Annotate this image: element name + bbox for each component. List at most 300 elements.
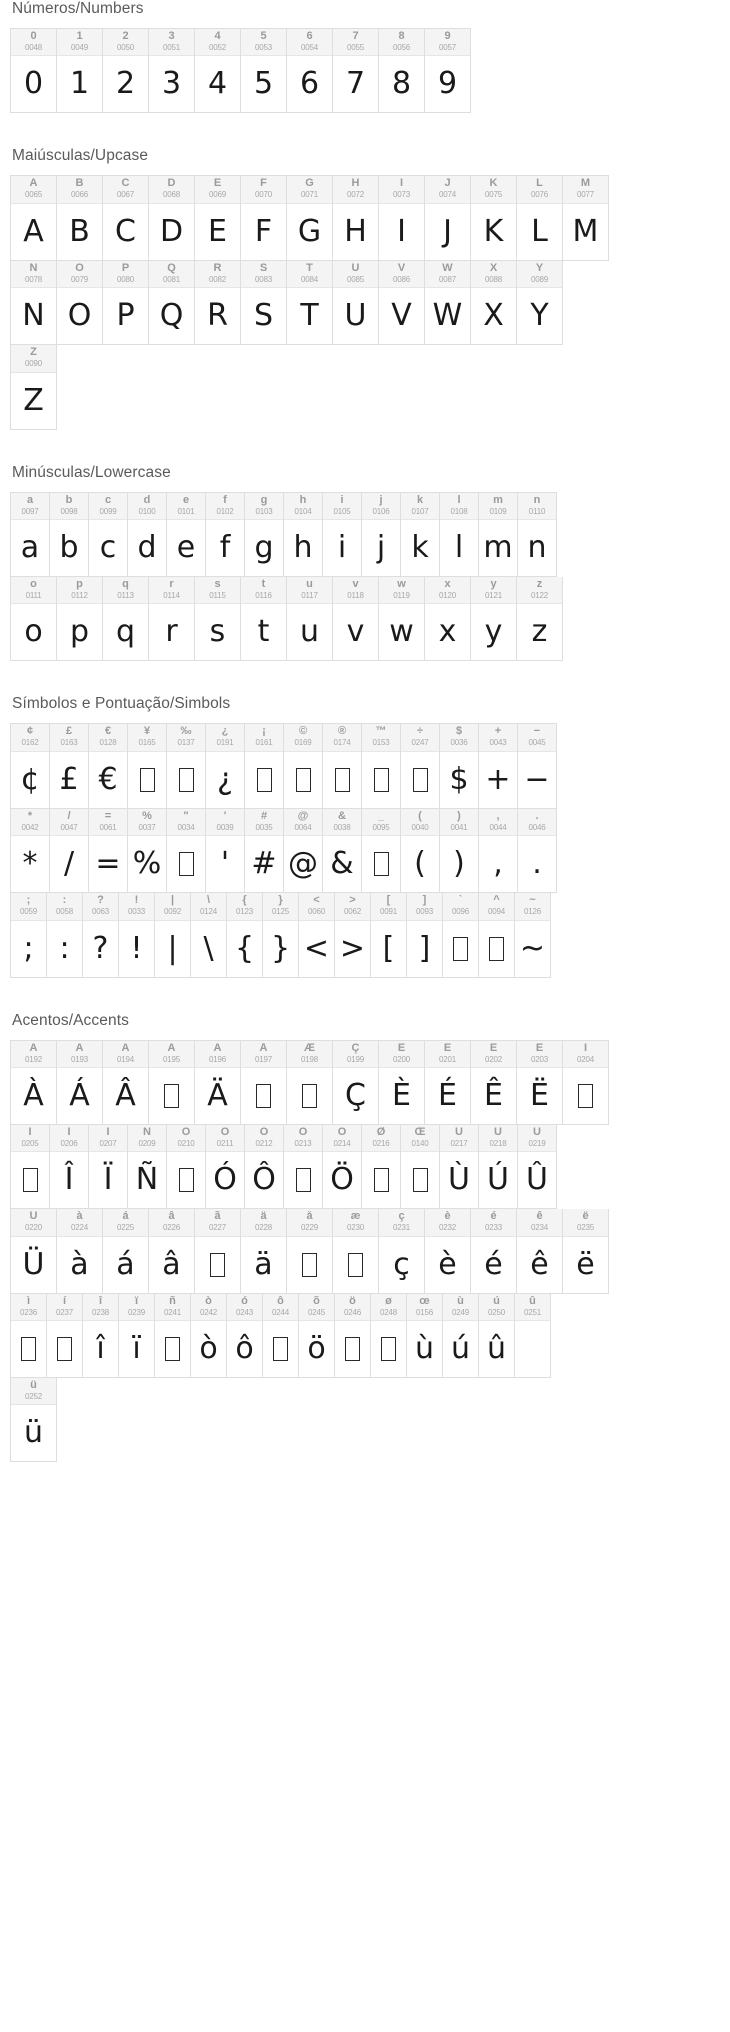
- glyph-cell[interactable]: [518, 724, 557, 808]
- glyph-code-label: 0192: [25, 1054, 42, 1064]
- missing-glyph-icon: [489, 937, 504, 961]
- glyph-cell[interactable]: [563, 176, 609, 260]
- glyph-cell[interactable]: [47, 893, 83, 976]
- glyph-preview: \: [203, 930, 214, 966]
- glyph-preview: r: [165, 614, 178, 650]
- glyph-cell-header: [57, 1209, 102, 1236]
- glyph-preview: ç: [393, 1246, 410, 1282]
- glyph-cell[interactable]: [89, 1125, 128, 1209]
- glyph-preview: :: [59, 930, 70, 966]
- glyph-preview: G: [297, 213, 322, 249]
- glyph-preview: ä: [254, 1246, 273, 1282]
- glyph-cell[interactable]: [401, 809, 440, 893]
- glyph-cell[interactable]: [443, 1294, 479, 1378]
- glyph-code-label: 0234: [531, 1223, 548, 1233]
- glyph-code-label: 0056: [393, 43, 410, 52]
- glyph-cell[interactable]: [11, 1378, 57, 1461]
- glyph-section: [10, 695, 720, 977]
- glyph-cell[interactable]: [401, 493, 440, 577]
- glyph-cell[interactable]: [241, 1041, 287, 1125]
- glyph-cell[interactable]: [323, 1125, 362, 1209]
- glyph-cell[interactable]: [425, 261, 471, 345]
- glyph-cell[interactable]: [167, 493, 206, 577]
- glyph-cell[interactable]: [241, 1209, 287, 1293]
- glyph-cell[interactable]: [401, 724, 440, 808]
- glyph-cell[interactable]: [149, 1041, 195, 1125]
- glyph-cell-header: [371, 1294, 406, 1321]
- glyph-cell[interactable]: [11, 1294, 47, 1378]
- glyph-cell[interactable]: [11, 1041, 57, 1125]
- glyph-cell[interactable]: [227, 1294, 263, 1378]
- glyph-code-label: 0241: [164, 1307, 181, 1317]
- missing-glyph-icon: [345, 1337, 360, 1361]
- glyph-character-label: l: [457, 494, 461, 506]
- glyph-cell[interactable]: [11, 893, 47, 976]
- glyph-cell[interactable]: [119, 1294, 155, 1378]
- glyph-cell[interactable]: [284, 493, 323, 577]
- glyph-cell[interactable]: [287, 577, 333, 660]
- glyph-code-label: 0066: [71, 190, 88, 200]
- glyph-code-label: 0041: [450, 822, 468, 832]
- glyph-cell[interactable]: [245, 724, 284, 808]
- glyph-cell[interactable]: [241, 261, 287, 345]
- glyph-cell[interactable]: [333, 1041, 379, 1125]
- glyph-cell-header: [379, 176, 424, 203]
- glyph-preview: Â: [115, 1077, 136, 1113]
- glyph-cell[interactable]: [362, 1125, 401, 1209]
- glyph-preview: p: [69, 614, 90, 650]
- glyph-code-label: 0250: [488, 1307, 505, 1317]
- missing-glyph-icon: [165, 1337, 180, 1361]
- glyph-cell[interactable]: [425, 29, 471, 112]
- glyph-code-label: 0091: [380, 907, 397, 917]
- glyph-code-label: 0237: [56, 1307, 73, 1317]
- glyph-cell[interactable]: [333, 176, 379, 260]
- glyph-character-label: 4: [214, 31, 221, 42]
- glyph-character-label: U: [351, 262, 360, 274]
- glyph-cell[interactable]: [128, 724, 167, 808]
- glyph-code-label: 0058: [56, 907, 73, 917]
- glyph-code-label: 0098: [60, 506, 78, 516]
- glyph-preview: E: [208, 213, 227, 249]
- glyph-cell[interactable]: [323, 493, 362, 577]
- glyph-cell[interactable]: [425, 1209, 471, 1293]
- glyph-cell[interactable]: [407, 1294, 443, 1378]
- glyph-cell[interactable]: [471, 1209, 517, 1293]
- glyph-character-label: ù: [457, 1295, 464, 1307]
- glyph-code-label: 0238: [92, 1307, 109, 1317]
- glyph-cell[interactable]: [299, 1294, 335, 1378]
- glyph-cell[interactable]: [57, 1209, 103, 1293]
- glyph-cell[interactable]: [195, 176, 241, 260]
- glyph-character-label: F: [260, 178, 267, 190]
- glyph-cell[interactable]: [517, 1041, 563, 1125]
- glyph-cell[interactable]: [11, 577, 57, 660]
- glyph-cell[interactable]: [263, 1294, 299, 1378]
- glyph-cell-header: [83, 1294, 118, 1321]
- glyph-cell[interactable]: [103, 261, 149, 345]
- glyph-preview: =: [95, 846, 121, 882]
- glyph-code-label: 0095: [372, 822, 390, 832]
- glyph-cell[interactable]: [11, 176, 57, 260]
- glyph-cell[interactable]: [206, 809, 245, 893]
- glyph-character-label: :: [62, 895, 67, 907]
- glyph-cell[interactable]: [287, 29, 333, 112]
- glyph-code-label: 0076: [531, 190, 548, 200]
- glyph-cell-header: [57, 176, 102, 203]
- glyph-preview: ': [220, 846, 230, 882]
- glyph-cell[interactable]: [362, 493, 401, 577]
- glyph-preview: x: [438, 614, 457, 650]
- glyph-character-label: Ù: [455, 1126, 463, 1138]
- glyph-preview: à: [70, 1246, 89, 1282]
- glyph-cell[interactable]: [479, 1125, 518, 1209]
- glyph-cell[interactable]: [443, 893, 479, 976]
- glyph-cell[interactable]: [11, 493, 50, 577]
- glyph-cell[interactable]: [11, 29, 57, 112]
- glyph-code-label: 0044: [489, 822, 507, 832]
- glyph-preview: q: [115, 614, 136, 650]
- glyph-code-label: 0226: [163, 1223, 180, 1233]
- glyph-character-label: {: [242, 895, 247, 907]
- glyph-preview: €: [98, 761, 118, 797]
- glyph-character-label: è: [444, 1211, 451, 1223]
- glyph-cell[interactable]: [362, 724, 401, 808]
- glyph-cell[interactable]: [479, 893, 515, 976]
- glyph-cell[interactable]: [149, 29, 195, 112]
- glyph-cell[interactable]: [401, 1125, 440, 1209]
- glyph-cell[interactable]: [195, 1041, 241, 1125]
- glyph-cell[interactable]: [245, 493, 284, 577]
- section-title: Maiúsculas/Upcase: [12, 147, 149, 165]
- glyph-cell[interactable]: [149, 577, 195, 660]
- glyph-cell[interactable]: [479, 809, 518, 893]
- glyph-cell[interactable]: [362, 809, 401, 893]
- glyph-cell[interactable]: [103, 1041, 149, 1125]
- glyph-cell-header: [440, 809, 478, 836]
- glyph-cell[interactable]: [379, 29, 425, 112]
- glyph-cell[interactable]: [11, 1209, 57, 1293]
- glyph-cell[interactable]: [335, 1294, 371, 1378]
- glyph-grid: [10, 1040, 720, 1463]
- glyph-row: [10, 261, 563, 345]
- glyph-character-label: ò: [205, 1295, 212, 1307]
- glyph-cell[interactable]: [103, 1209, 149, 1293]
- glyph-cell-header: [471, 261, 516, 288]
- glyph-cell[interactable]: [167, 1125, 206, 1209]
- glyph-cell[interactable]: [518, 809, 557, 893]
- glyph-code-label: 0220: [25, 1223, 42, 1233]
- glyph-cell[interactable]: [379, 1209, 425, 1293]
- glyph-cell-header: [333, 261, 378, 288]
- glyph-cell-header: [227, 1294, 262, 1321]
- glyph-cell-header: [287, 261, 332, 288]
- glyph-preview: â: [162, 1246, 181, 1282]
- glyph-preview: Ñ: [135, 1162, 159, 1198]
- glyph-cell[interactable]: [333, 1209, 379, 1293]
- glyph-cell[interactable]: [518, 1125, 557, 1209]
- glyph-character-label: (: [418, 810, 422, 822]
- glyph-cell[interactable]: [89, 493, 128, 577]
- glyph-code-label: 0123: [236, 907, 253, 917]
- glyph-cell[interactable]: [89, 809, 128, 893]
- glyph-cell[interactable]: [379, 577, 425, 660]
- glyph-cell[interactable]: [517, 577, 563, 660]
- glyph-cell-header: [287, 577, 332, 604]
- glyph-cell[interactable]: [206, 724, 245, 808]
- glyph-cell[interactable]: [471, 176, 517, 260]
- glyph-cell[interactable]: [83, 893, 119, 976]
- glyph-cell[interactable]: [287, 261, 333, 345]
- glyph-character-label: í: [62, 1295, 67, 1307]
- glyph-cell[interactable]: [479, 724, 518, 808]
- glyph-cell[interactable]: [11, 1125, 50, 1209]
- glyph-cell[interactable]: [515, 1294, 551, 1378]
- glyph-cell[interactable]: [103, 577, 149, 660]
- glyph-code-label: 0078: [25, 274, 42, 284]
- glyph-cell[interactable]: [371, 1294, 407, 1378]
- glyph-cell[interactable]: [191, 893, 227, 976]
- glyph-character-label: g: [260, 494, 268, 506]
- glyph-cell-header: [149, 261, 194, 288]
- glyph-cell[interactable]: [323, 724, 362, 808]
- glyph-cell[interactable]: [195, 261, 241, 345]
- glyph-preview: $: [449, 761, 469, 797]
- glyph-cell[interactable]: [284, 809, 323, 893]
- glyph-cell[interactable]: [471, 1041, 517, 1125]
- glyph-code-label: 0162: [21, 738, 39, 748]
- glyph-character-label: h: [299, 494, 307, 506]
- glyph-preview: /: [63, 846, 75, 882]
- glyph-preview: l: [454, 529, 464, 565]
- glyph-cell[interactable]: [245, 809, 284, 893]
- glyph-row: [10, 1040, 609, 1125]
- glyph-cell[interactable]: [191, 1294, 227, 1378]
- glyph-character-label: 8: [398, 31, 405, 42]
- glyph-cell[interactable]: [241, 176, 287, 260]
- glyph-cell[interactable]: [263, 893, 299, 976]
- glyph-cell[interactable]: [50, 1125, 89, 1209]
- glyph-cell[interactable]: [227, 893, 263, 976]
- glyph-cell[interactable]: [299, 893, 335, 976]
- glyph-character-label: S: [259, 262, 268, 274]
- glyph-cell[interactable]: [323, 809, 362, 893]
- glyph-cell-header: [50, 724, 88, 751]
- glyph-cell[interactable]: [245, 1125, 284, 1209]
- glyph-cell-header: [401, 809, 439, 836]
- glyph-cell[interactable]: [440, 724, 479, 808]
- glyph-cell[interactable]: [241, 577, 287, 660]
- glyph-code-label: 0042: [21, 822, 39, 832]
- glyph-code-label: 0231: [393, 1223, 410, 1233]
- glyph-code-label: 0097: [21, 506, 39, 516]
- glyph-cell[interactable]: [50, 809, 89, 893]
- glyph-cell[interactable]: [206, 1125, 245, 1209]
- glyph-cell[interactable]: [83, 1294, 119, 1378]
- glyph-character-label: Ô: [259, 1126, 269, 1138]
- missing-glyph-icon: [296, 1168, 311, 1192]
- glyph-cell[interactable]: [517, 1209, 563, 1293]
- glyph-preview: Ü: [22, 1246, 45, 1282]
- glyph-cell[interactable]: [206, 493, 245, 577]
- glyph-preview: ö: [307, 1331, 326, 1367]
- glyph-cell-header: [57, 29, 102, 56]
- glyph-preview: [155, 1321, 190, 1377]
- glyph-cell[interactable]: [333, 261, 379, 345]
- glyph-character-label: Ø: [376, 1126, 386, 1138]
- glyph-cell[interactable]: [167, 809, 206, 893]
- glyph-code-label: 0199: [347, 1054, 364, 1064]
- glyph-cell[interactable]: [440, 809, 479, 893]
- glyph-cell[interactable]: [515, 893, 551, 976]
- glyph-code-label: 0232: [439, 1223, 456, 1233]
- glyph-cell-header: [241, 261, 286, 288]
- glyph-character-label: ™: [375, 726, 387, 738]
- glyph-cell[interactable]: [47, 1294, 83, 1378]
- glyph-cell[interactable]: [103, 176, 149, 260]
- glyph-cell[interactable]: [11, 261, 57, 345]
- glyph-cell[interactable]: [57, 577, 103, 660]
- glyph-character-label: 9: [444, 31, 451, 42]
- glyph-code-label: 0194: [117, 1054, 134, 1064]
- glyph-cell[interactable]: [379, 1041, 425, 1125]
- glyph-code-label: 0085: [347, 274, 364, 284]
- glyph-cell-header: [89, 809, 127, 836]
- glyph-cell[interactable]: [57, 176, 103, 260]
- glyph-cell-header: [425, 29, 470, 56]
- glyph-code-label: 0075: [485, 190, 502, 200]
- glyph-cell-header: [401, 724, 439, 751]
- glyph-cell[interactable]: [128, 1125, 167, 1209]
- glyph-cell[interactable]: [379, 176, 425, 260]
- glyph-cell-header: [119, 893, 154, 920]
- glyph-cell[interactable]: [195, 1209, 241, 1293]
- glyph-cell[interactable]: [518, 493, 557, 577]
- glyph-cell-header: [128, 724, 166, 751]
- glyph-character-label: ¿: [221, 726, 229, 738]
- glyph-cell[interactable]: [57, 261, 103, 345]
- glyph-character-label: $: [455, 726, 463, 738]
- glyph-cell[interactable]: [57, 29, 103, 112]
- glyph-preview: L: [531, 213, 548, 249]
- glyph-preview: t: [257, 614, 270, 650]
- glyph-cell[interactable]: [50, 724, 89, 808]
- glyph-cell[interactable]: [440, 493, 479, 577]
- glyph-cell[interactable]: [440, 1125, 479, 1209]
- glyph-cell[interactable]: [195, 29, 241, 112]
- glyph-preview: ?: [92, 930, 109, 966]
- glyph-preview: ï: [132, 1331, 141, 1367]
- glyph-cell-header: [479, 1294, 514, 1321]
- glyph-preview: Ó: [213, 1162, 237, 1198]
- glyph-code-label: 0122: [531, 590, 548, 600]
- glyph-cell[interactable]: [407, 893, 443, 976]
- glyph-cell[interactable]: [284, 1125, 323, 1209]
- glyph-preview: ~: [519, 930, 546, 966]
- glyph-cell-header: [11, 724, 49, 751]
- glyph-code-label: 0200: [393, 1054, 410, 1064]
- glyph-cell[interactable]: [425, 176, 471, 260]
- glyph-preview: V: [391, 298, 412, 334]
- glyph-cell-header: [479, 809, 517, 836]
- glyph-cell[interactable]: [471, 577, 517, 660]
- glyph-cell[interactable]: [425, 1041, 471, 1125]
- glyph-row: [10, 1209, 609, 1293]
- glyph-cell[interactable]: [11, 724, 50, 808]
- glyph-character-label: ¢: [26, 726, 34, 738]
- glyph-code-label: 0229: [301, 1223, 318, 1233]
- glyph-cell[interactable]: [479, 493, 518, 577]
- glyph-preview: 6: [299, 66, 320, 102]
- glyph-preview: h: [293, 529, 313, 565]
- glyph-cell[interactable]: [517, 261, 563, 345]
- glyph-cell[interactable]: [287, 1209, 333, 1293]
- missing-glyph-icon: [413, 1168, 428, 1192]
- glyph-code-label: 0169: [294, 738, 312, 748]
- glyph-cell[interactable]: [287, 176, 333, 260]
- glyph-cell[interactable]: [333, 577, 379, 660]
- glyph-cell[interactable]: [335, 893, 371, 976]
- glyph-character-label: Ñ: [143, 1126, 151, 1138]
- glyph-cell[interactable]: [128, 493, 167, 577]
- glyph-cell[interactable]: [563, 1041, 609, 1125]
- glyph-character-label: @: [297, 810, 309, 822]
- glyph-cell[interactable]: [471, 261, 517, 345]
- glyph-cell-header: [425, 1209, 470, 1236]
- glyph-cell[interactable]: [11, 345, 57, 428]
- glyph-cell[interactable]: [287, 1041, 333, 1125]
- missing-glyph-icon: [179, 1168, 194, 1192]
- glyph-cell[interactable]: [149, 261, 195, 345]
- glyph-cell[interactable]: [155, 1294, 191, 1378]
- glyph-preview: j: [376, 529, 386, 565]
- glyph-cell[interactable]: [379, 261, 425, 345]
- glyph-cell[interactable]: [195, 577, 241, 660]
- glyph-cell[interactable]: [50, 493, 89, 577]
- glyph-cell[interactable]: [11, 809, 50, 893]
- glyph-preview: [284, 1152, 322, 1208]
- glyph-cell[interactable]: [241, 29, 287, 112]
- glyph-cell[interactable]: [563, 1209, 609, 1293]
- glyph-cell[interactable]: [89, 724, 128, 808]
- glyph-code-label: 0070: [255, 190, 272, 200]
- glyph-cell[interactable]: [119, 893, 155, 976]
- glyph-code-label: 0163: [60, 738, 78, 748]
- glyph-row: [10, 492, 557, 577]
- glyph-character-label: Í: [28, 1126, 32, 1138]
- glyph-cell[interactable]: [517, 176, 563, 260]
- glyph-cell[interactable]: [333, 29, 379, 112]
- glyph-cell[interactable]: [155, 893, 191, 976]
- glyph-character-label: m: [493, 494, 503, 506]
- glyph-cell[interactable]: [425, 577, 471, 660]
- glyph-cell[interactable]: [103, 29, 149, 112]
- glyph-cell[interactable]: [149, 1209, 195, 1293]
- glyph-cell-header: [563, 176, 608, 203]
- glyph-preview: d: [137, 529, 157, 565]
- glyph-cell[interactable]: [149, 176, 195, 260]
- glyph-preview: Ç: [345, 1077, 366, 1113]
- glyph-cell[interactable]: [371, 893, 407, 976]
- glyph-character-label: T: [306, 262, 313, 274]
- glyph-cell[interactable]: [167, 724, 206, 808]
- glyph-cell-header: [287, 29, 332, 56]
- glyph-cell[interactable]: [284, 724, 323, 808]
- glyph-cell[interactable]: [479, 1294, 515, 1378]
- glyph-preview: A: [23, 213, 44, 249]
- glyph-cell[interactable]: [128, 809, 167, 893]
- glyph-cell[interactable]: [57, 1041, 103, 1125]
